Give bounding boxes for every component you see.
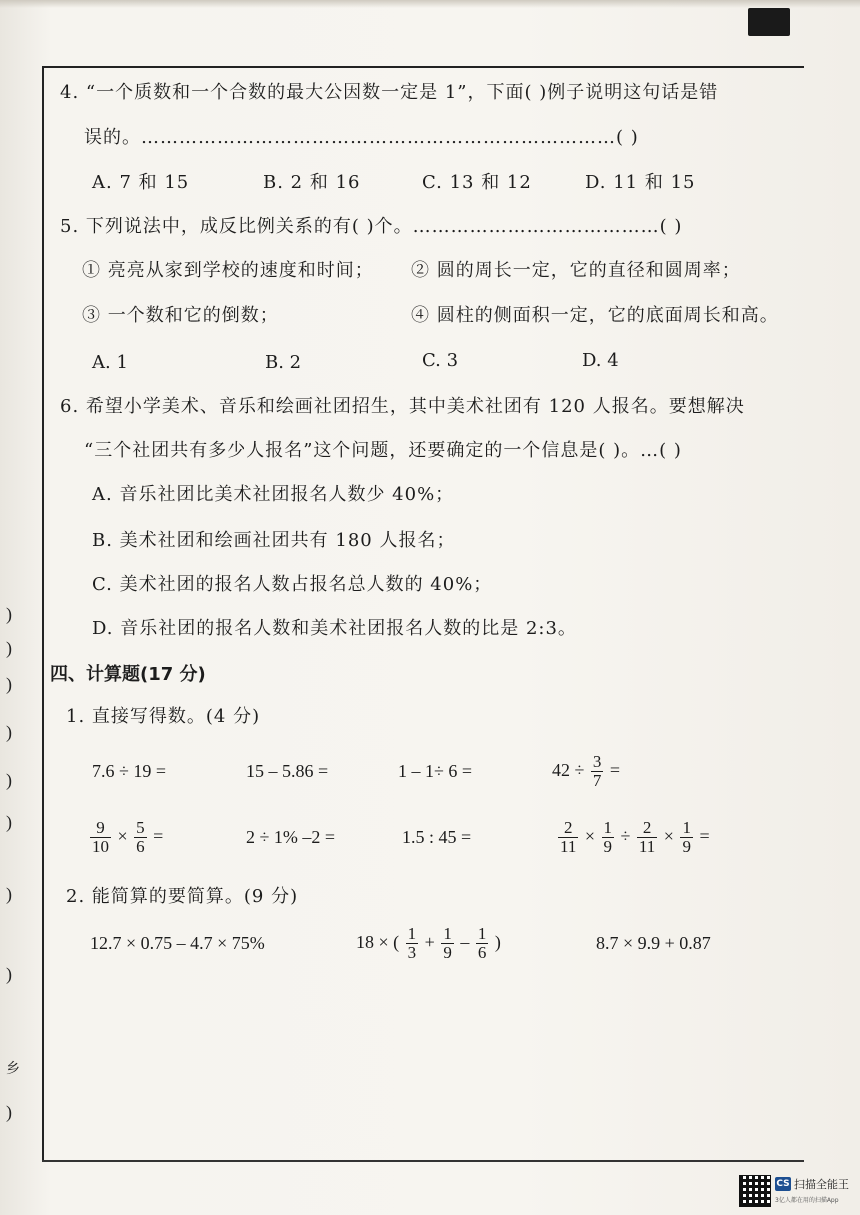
divide-sign: ÷	[620, 826, 631, 846]
section-4-title: 四、计算题(17 分)	[50, 664, 206, 685]
q5-stem: 5. 下列说法中，成反比例关系的有( )个。…………………………………( )	[60, 216, 683, 237]
fraction-denominator: 10	[92, 837, 109, 857]
q6-stem-line1: 6. 希望小学美术、音乐和绘画社团招生，其中美术社团有 120 人报名。要想解决	[60, 396, 745, 417]
calc-12-7-times-0-75: 12.7 × 0.75 – 4.7 × 75%	[90, 933, 265, 953]
calc-15-minus-5-86: 15 – 5.86 =	[246, 761, 329, 781]
corner-black-mark	[748, 8, 790, 36]
q4-option-a: A. 7 和 15	[92, 172, 190, 193]
calc-18-prefix: 18 × (	[356, 932, 400, 952]
fraction-numerator: 2	[637, 819, 657, 838]
fraction-numerator: 5	[136, 818, 145, 838]
q6-stem-line2: “三个社团共有多少人报名”这个问题，还要确定的一个信息是( )。…( )	[84, 440, 682, 461]
fraction-denominator: 9	[682, 837, 691, 857]
fraction-5-6	[134, 819, 147, 856]
fraction-numerator: 3	[592, 752, 602, 772]
margin-mark: )	[6, 722, 12, 742]
fraction-numerator: 1	[477, 924, 487, 944]
times-sign: ×	[663, 826, 674, 846]
calc-7-6-div-19: 7.6 ÷ 19 =	[92, 761, 167, 781]
frame-top-border	[42, 66, 804, 68]
q5-option-d: D. 4	[582, 350, 619, 371]
section-4-sub1: 1. 直接写得数。(4 分)	[66, 706, 261, 727]
margin-mark: )	[6, 964, 12, 984]
equals-sign: =	[699, 826, 710, 846]
footer-app-tagline: 3亿人都在用的扫描App	[775, 1197, 839, 1204]
calc-1-minus-1-div-6: 1 – 1÷ 6 =	[398, 761, 473, 781]
q5-option-b: B. 2	[265, 352, 302, 373]
margin-mark: )	[6, 812, 12, 832]
q4-option-d: D. 11 和 15	[585, 172, 696, 193]
calc-2-div-1pct-minus-2: 2 ÷ 1% –2 =	[246, 827, 336, 847]
fraction-denominator: 9	[603, 837, 613, 857]
fraction-1-9	[680, 819, 693, 856]
calc-9-10-times-5-6	[88, 814, 163, 858]
margin-mark: 乡	[6, 1061, 20, 1077]
close-bracket: )	[494, 932, 501, 952]
footer-app-name: 扫描全能王	[794, 1178, 849, 1191]
frame-left-border	[42, 66, 44, 1160]
fraction-denominator: 11	[560, 837, 577, 857]
q4-stem-line1: 4. “一个质数和一个合数的最大公因数一定是 1”，下面( )例子说明这句话是错	[60, 82, 719, 103]
equals-sign: =	[153, 826, 164, 846]
fraction-numerator: 1	[443, 924, 452, 944]
fraction-denominator: 6	[477, 943, 487, 963]
fraction-1-3	[406, 925, 419, 962]
fraction-denominator: 11	[638, 837, 656, 857]
scan-top-edge	[0, 0, 860, 8]
plus-sign: +	[424, 932, 435, 952]
fraction-denominator: 9	[443, 943, 452, 963]
camscanner-logo: CS	[776, 1179, 790, 1189]
margin-mark: )	[6, 1102, 12, 1122]
margin-mark: )	[6, 770, 12, 790]
fraction-3-7	[591, 753, 604, 790]
frame-bottom-border	[42, 1160, 804, 1162]
q5-option-a: A. 1	[92, 352, 128, 373]
q6-option-a: A. 音乐社团比美术社团报名人数少 40%；	[92, 484, 455, 505]
section-4-sub2: 2. 能简算的要简算。(9 分)	[66, 886, 299, 907]
q5-item-2: ② 圆的周长一定，它的直径和圆周率；	[411, 260, 741, 281]
q5-item-1: ① 亮亮从家到学校的速度和时间；	[82, 260, 374, 281]
fraction-denominator: 6	[136, 837, 145, 857]
fraction-numerator: 2	[558, 819, 578, 838]
q4-stem-line2: 误的。…………………………………………………………………( )	[84, 127, 639, 148]
q4-option-c: C. 13 和 12	[422, 172, 532, 193]
q5-item-3: ③ 一个数和它的倒数；	[82, 305, 279, 326]
calc-42-div-3-7	[552, 748, 620, 792]
fraction-1-9	[441, 925, 454, 962]
fraction-denominator: 3	[407, 943, 417, 963]
fraction-numerator: 9	[90, 819, 111, 838]
fraction-denominator: 7	[592, 771, 602, 791]
q5-option-c: C. 3	[422, 350, 459, 371]
q5-item-4: ④ 圆柱的侧面积一定，它的底面周长和高。	[411, 305, 779, 326]
calc-fraction-chain	[556, 814, 710, 858]
q6-option-b: B. 美术社团和绘画社团共有 180 人报名；	[92, 530, 456, 551]
fraction-1-6	[476, 925, 489, 962]
fraction-numerator: 1	[682, 818, 691, 838]
q6-option-c: C. 美术社团的报名人数占报名总人数的 40%；	[92, 574, 493, 595]
fraction-2-11	[558, 819, 578, 856]
calc-42-div-prefix: 42 ÷	[552, 760, 585, 780]
fraction-1-9	[602, 819, 615, 856]
margin-mark: )	[6, 638, 12, 658]
fraction-numerator: 1	[603, 818, 613, 838]
minus-sign: –	[460, 932, 470, 952]
q4-option-b: B. 2 和 16	[263, 172, 361, 193]
fraction-2-11	[637, 819, 657, 856]
times-sign: ×	[584, 826, 596, 846]
calc-18-times-bracket	[356, 920, 501, 964]
fraction-numerator: 1	[407, 924, 417, 944]
times-sign: ×	[117, 826, 128, 846]
fraction-9-10	[90, 819, 111, 856]
margin-mark: )	[6, 604, 12, 624]
q6-option-d: D. 音乐社团的报名人数和美术社团报名人数的比是 2:3。	[92, 618, 577, 639]
calc-8-7-times-9-9: 8.7 × 9.9 + 0.87	[596, 933, 711, 953]
calc-1-5-ratio-45: 1.5 : 45 =	[402, 827, 472, 847]
margin-mark: )	[6, 674, 12, 694]
qr-code-icon	[739, 1175, 771, 1207]
equals-sign: =	[609, 760, 621, 780]
margin-mark: )	[6, 884, 12, 904]
